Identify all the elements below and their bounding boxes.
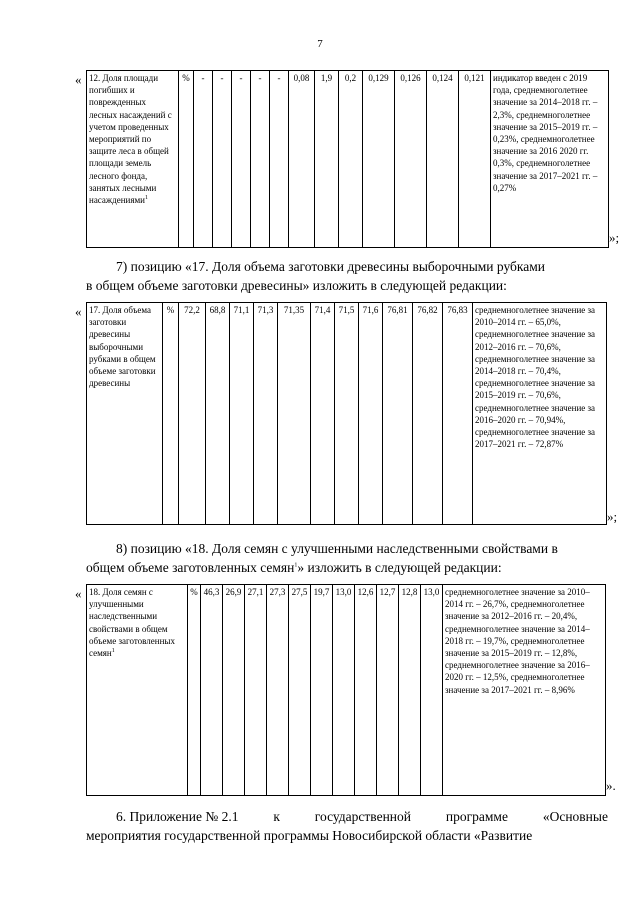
value-cell: 0,121	[459, 71, 491, 248]
note-cell: среднемноголетнее значение за 2010–2014 гг. – 26,7%, среднемноголетнее значение за 2012–2016 гг. – 20,4%, среднемноголетнее значение за 2014–2018 гг. – 19,7%, среднемноголетнее значение за 2015–2019 гг. – 12,8%, среднемноголетнее значение за 2016–2020 гг. – 12,5%, среднемноголетнее значение за 2017–2021 гг. – 8,96%	[443, 585, 606, 796]
value-cell: -	[232, 71, 251, 248]
indicator-name: 12. Доля площади погибших и поврежденных лесных насаждений с учетом проведенных мероприятий по защите леса в общей площади земель лесного фонда, занятых лесными насаждениями$^1$	[87, 71, 179, 248]
value-cell: 27,3	[267, 585, 289, 796]
value-cell: 0,124	[427, 71, 459, 248]
unit-cell: %	[163, 303, 179, 525]
indicator-name: 18. Доля семян с улучшенными наследственными свойствами в общем объеме заготовленных семян$^1$	[87, 585, 188, 796]
value-cell: 76,83	[443, 303, 473, 525]
section-heading-18: 8) позицию «18. Доля семян с улучшенными наследственными свойствами в общем объеме заготовленных семян$^1$» изложить в следующей редакции:	[86, 541, 558, 575]
value-cell: 19,7	[311, 585, 333, 796]
value-cell: 26,9	[223, 585, 245, 796]
indicator-table-12	[86, 70, 609, 248]
value-cell: 12,7	[377, 585, 399, 796]
value-cell: 1,9	[315, 71, 339, 248]
value-cell: 72,2	[179, 303, 206, 525]
close-quote: ».	[606, 778, 616, 793]
value-cell: 12,8	[399, 585, 421, 796]
page-number: 7	[317, 38, 323, 50]
final-paragraph: 6. Приложение № 2.1 к государственной программе «Основные мероприятия государственной программы Новосибирской области «Развитие	[86, 809, 608, 843]
footnote-mark: 1	[111, 648, 115, 655]
value-cell: 0,129	[363, 71, 395, 248]
indicator-table-17	[86, 302, 607, 525]
value-cell: 71,5	[335, 303, 359, 525]
value-cell: 71,1	[230, 303, 254, 525]
value-cell: 0,126	[395, 71, 427, 248]
close-quote: »;	[609, 230, 620, 245]
value-cell: 46,3	[201, 585, 223, 796]
value-cell: 68,8	[206, 303, 230, 525]
unit-cell: %	[179, 71, 194, 248]
note-cell: индикатор введен с 2019 года, среднемноголетнее значение за 2014–2018 гг. – 2,3%, среднемноголетнее значение за 2015–2019 гг. – 0,23%, среднемноголетнее значение за 2016 2020 гг. 0,3%, среднемноголетнее значение за 2017–2021 гг. – 0,27%	[491, 71, 609, 248]
indicator-table-18	[86, 584, 606, 796]
close-quote: »;	[607, 509, 618, 524]
value-cell: 27,1	[245, 585, 267, 796]
value-cell: 76,81	[383, 303, 413, 525]
value-cell: 27,5	[289, 585, 311, 796]
open-quote: «	[75, 304, 82, 319]
value-cell: 71,3	[254, 303, 278, 525]
value-cell: -	[270, 71, 289, 248]
footnote-mark: 1	[145, 195, 148, 202]
value-cell: -	[194, 71, 213, 248]
unit-cell: %	[188, 585, 201, 796]
value-cell: 0,08	[289, 71, 315, 248]
note-cell: среднемноголетнее значение за 2010–2014 гг. – 65,0%, среднемноголетнее значение за 2012–2016 гг. – 70,6%, среднемноголетнее значение за 2014–2018 гг. – 70,4%, среднемноголетнее значение за 2015–2019 гг. – 70,6%, среднемноголетнее значение за 2016–2020 гг. – 70,94%, среднемноголетнее значение за 2017–2021 гг. – 72,87%	[473, 303, 607, 525]
value-cell: 13,0	[333, 585, 355, 796]
open-quote: «	[75, 72, 82, 87]
value-cell: 71,6	[359, 303, 383, 525]
value-cell: 12,6	[355, 585, 377, 796]
open-quote: «	[75, 586, 82, 601]
value-cell: 71,4	[311, 303, 335, 525]
value-cell: 0,2	[339, 71, 363, 248]
value-cell: -	[213, 71, 232, 248]
value-cell: -	[251, 71, 270, 248]
value-cell: 76,82	[413, 303, 443, 525]
value-cell: 71,35	[278, 303, 311, 525]
section-heading-17: 7) позицию «17. Доля объема заготовки древесины выборочными рубками в общем объеме заготовки древесины» изложить в следующей редакции:	[86, 259, 546, 293]
footnote-mark: 1	[294, 562, 298, 569]
value-cell: 13,0	[421, 585, 443, 796]
indicator-name: 17. Доля объема заготовки древесины выборочными рубками в общем объеме заготовки древесины	[87, 303, 163, 525]
